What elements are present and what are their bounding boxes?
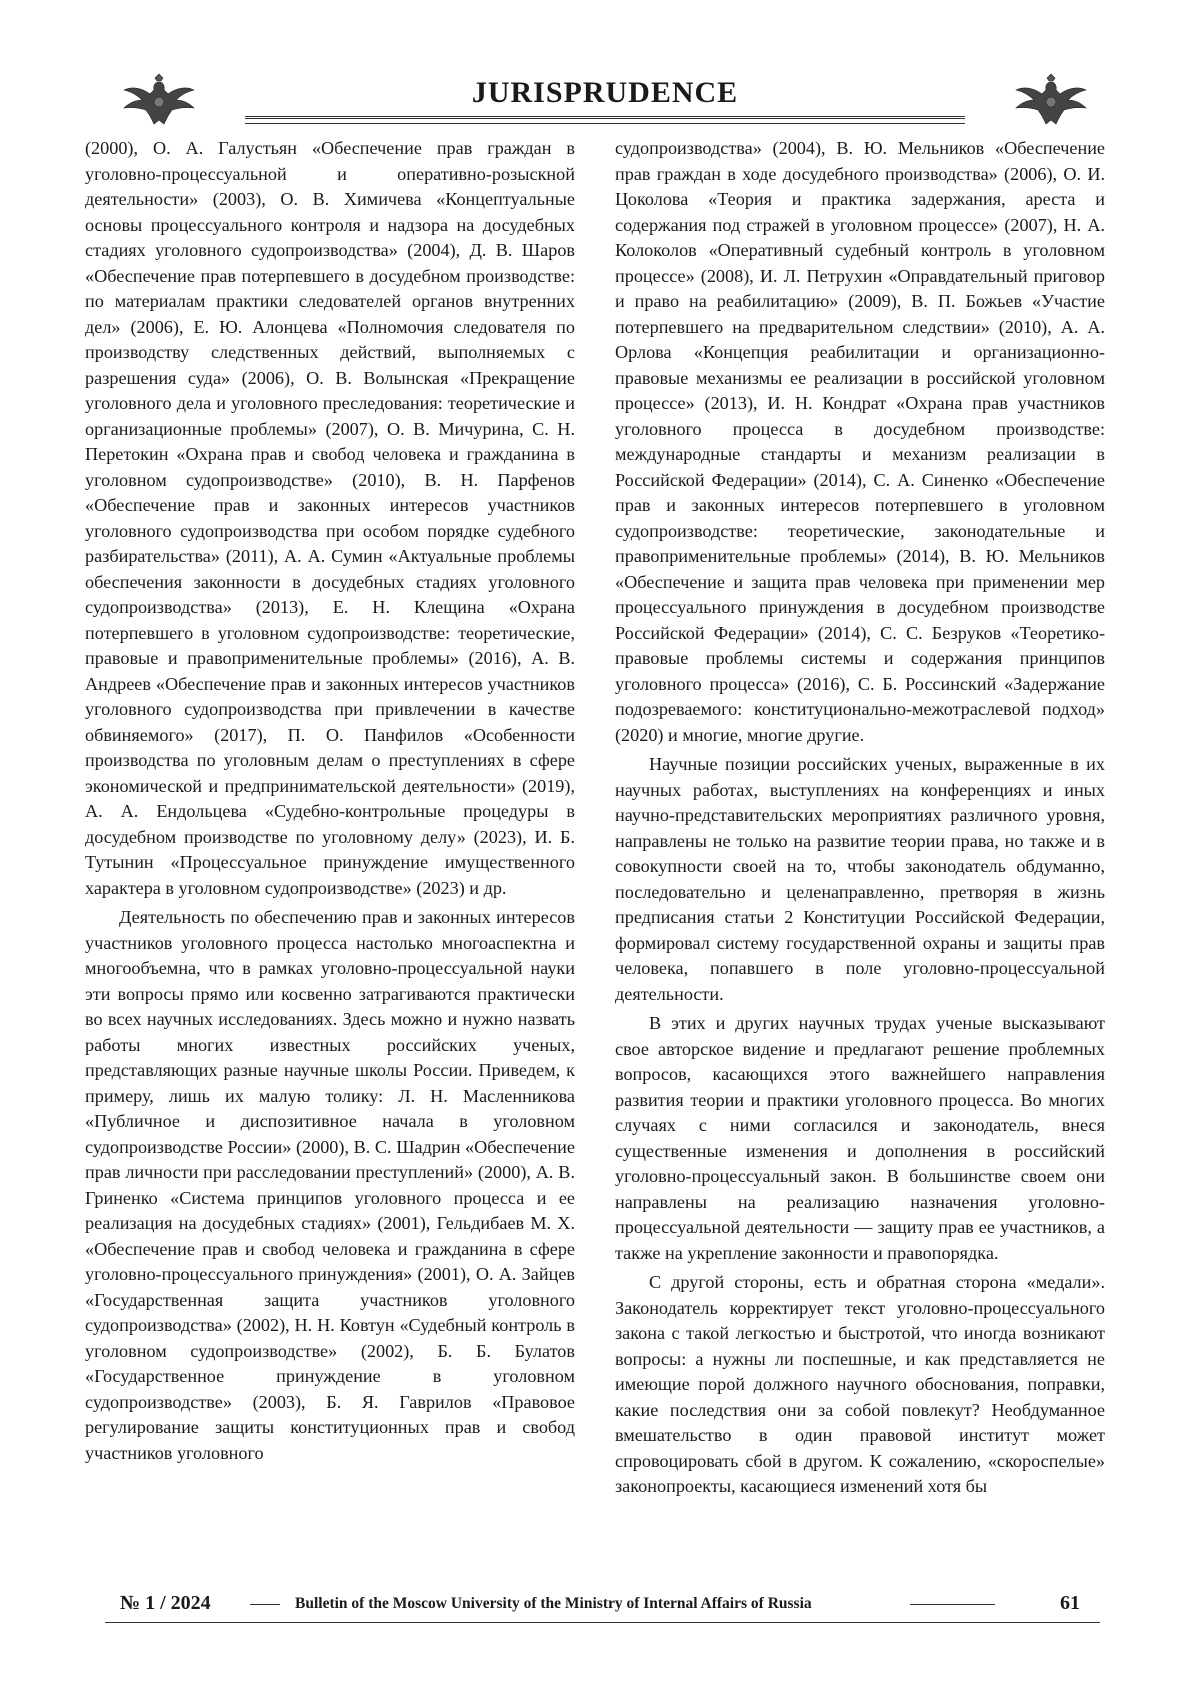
paragraph: С другой стороны, есть и обратная сторона «медали». Законодатель корректирует текст уголовно-процессуального закона с такой легкостью и быстротой, что иногда возникают вопросы: а нужны ли поспешные, и как представляется не имеющие порой должного научного обоснования, поправки, какие последствия они за собой повлекут? Необдуманное вмешательство в один правовой институт может спровоцировать сбой в другом. К сожалению, «скороспелые» законопроекты, касающиеся изменений хотя бы	[615, 1272, 1105, 1496]
footer-dash	[250, 1604, 280, 1605]
journal-section-title: JURISPRUDENCE	[471, 76, 739, 109]
page-footer	[120, 1592, 1085, 1622]
issue-number: № 1 / 2024	[120, 1592, 211, 1614]
journal-name: Bulletin of the Moscow University of the Ministry of Internal Affairs of Russia	[295, 1595, 812, 1612]
page-number: 61	[1060, 1592, 1080, 1614]
right-column	[615, 136, 1105, 1500]
left-column	[85, 136, 575, 1466]
paragraph: судопроизводства» (2004), В. Ю. Мельников «Обеспечение прав граждан в ходе досудебного производства» (2006), О. И. Цоколова «Теория и практика задержания, ареста и содержания под стражей в уголовном процессе» (2007), Н. А. Колоколов «Оперативный судебный контроль в уголовном процессе» (2008), И. Л. Петрухин «Оправдательный приговор и право на реабилитацию» (2009), В. П. Божьев «Участие потерпевшего на предварительном следствии» (2010), А. А. Орлова «Концепция реабилитации и организационно-правовые механизмы ее реализации в российской уголовном процессе» (2013), И. Н. Кондрат «Охрана прав участников уголовного процесса в досудебном производстве: международные стандарты и механизм реализации в Российской Федерации» (2014), С. А. Синенко «Обеспечение прав и законных интересов потерпевшего в уголовном судопроизводстве: теоретические, законодательные и правоприменительные проблемы» (2014), В. Ю. Мельников «Обеспечение и защита прав человека при применении мер процессуального принуждения в досудебном производстве Российской Федерации» (2014), С. С. Безруков «Теоретико-правовые проблемы системы и содержания принципов уголовного процесса» (2016), С. Б. Россинский «Задержание подозреваемого: конституционально-межотраслевой подход» (2020) и многие, многие другие.	[615, 138, 1105, 745]
article-body	[85, 136, 1115, 1576]
paragraph: (2000), О. А. Галустьян «Обеспечение прав граждан в уголовно-процессуальной и оперативно-розыскной деятельности» (2003), О. В. Химичева «Концептуальные основы процессуального контроля и надзора на досудебных стадиях уголовного судопроизводства» (2004), Д. В. Шаров «Обеспечение прав потерпевшего в досудебном производстве: по материалам практики следователей органов внутренних дел» (2006), Е. Ю. Алонцева «Полномочия следователя по производству следственных действий, выполняемых с разрешения суда» (2006), О. В. Волынская «Прекращение уголовного дела и уголовного преследования: теоретические и организационные проблемы» (2007), О. В. Мичурина, С. Н. Перетокин «Охрана прав и свобод человека и гражданина в уголовном судопроизводстве» (2010), В. Н. Парфенов «Обеспечение прав и законных интересов участников уголовного судопроизводства при особом порядке судебного разбирательства» (2011), А. А. Сумин «Актуальные проблемы обеспечения законности в досудебных стадиях уголовного судопроизводства» (2013), Е. Н. Клещина «Охрана потерпевшего в уголовном судопроизводстве: теоретические, правовые и правоприменительные проблемы» (2016), А. В. Андреев «Обеспечение прав и законных интересов участников уголовного судопроизводства при привлечении в качестве обвиняемого» (2017), П. О. Панфилов «Особенности производства по уголовным делам о преступлениях в сфере экономической и предпринимательской деятельности» (2019), А. А. Ендольцева «Судебно-контрольные процедуры в досудебном производстве по уголовному делу» (2023), И. Б. Тутынин «Процессуальное принуждение имущественного характера в уголовном судопроизводстве» (2023) и др.	[85, 138, 575, 898]
double-headed-eagle-icon	[1012, 72, 1090, 128]
paragraph: Деятельность по обеспечению прав и законных интересов участников уголовного процесса настолько многоаспектна и многообъемна, что в рамках уголовно-процессуальной науки эти вопросы прямо или косвенно затрагиваются практически во всех научных исследованиях. Здесь можно и нужно назвать работы многих известных российских ученых, представляющих разные научные школы России. Приведем, к примеру, лишь их малую толику: Л. Н. Масленникова «Публичное и диспозитивное начала в уголовном судопроизводстве России» (2000), В. С. Шадрин «Обеспечение прав личности при расследовании преступлений» (2000), А. В. Гриненко «Система принципов уголовного процесса и ее реализация на досудебных стадиях» (2001), Гельдибаев М. Х. «Обеспечение прав и свобод человека и гражданина в сфере уголовно-процессуального принуждения» (2001), О. А. Зайцев «Государственная защита участников уголовного судопроизводства» (2002), Н. Н. Ковтун «Судебный контроль в уголовном судопроизводстве» (2002), Б. Б. Булатов «Государственное принуждение в уголовном судопроизводстве» (2003), Б. Я. Гаврилов «Правовое регулирование защиты конституционных прав и свобод участников уголовного	[85, 907, 575, 1463]
footer-dash	[910, 1604, 995, 1605]
paragraph: Научные позиции российских ученых, выраженные в их научных работах, выступлениях на конференциях и иных научно-представительских мероприятиях различного уровня, направлены не только на развитие теории права, но также и в совокупности своей на то, чтобы законодатель обдуманно, последовательно и целенаправленно, претворяя в жизнь предписания статьи 2 Конституции Российской Федерации, формировал систему государственной охраны и защиты прав человека, попавшего в поле уголовно-процессуальной деятельности.	[615, 754, 1105, 1004]
footer-divider	[105, 1622, 1100, 1623]
header-divider	[245, 116, 965, 124]
page-header	[115, 62, 1095, 122]
paragraph: В этих и других научных трудах ученые высказывают свое авторское видение и предлагают решение проблемных вопросов, касающихся этого важнейшего направления развития теории и практики уголовного процесса. Во многих случаях с ними согласился и законодатель, внеся существенные изменения и дополнения в российский уголовно-процессуальный закон. В большинстве своем они направлены на реализацию назначения уголовно-процессуальной деятельности — защиту прав ее участников, а также на укрепление законности и правопорядка.	[615, 1013, 1105, 1263]
